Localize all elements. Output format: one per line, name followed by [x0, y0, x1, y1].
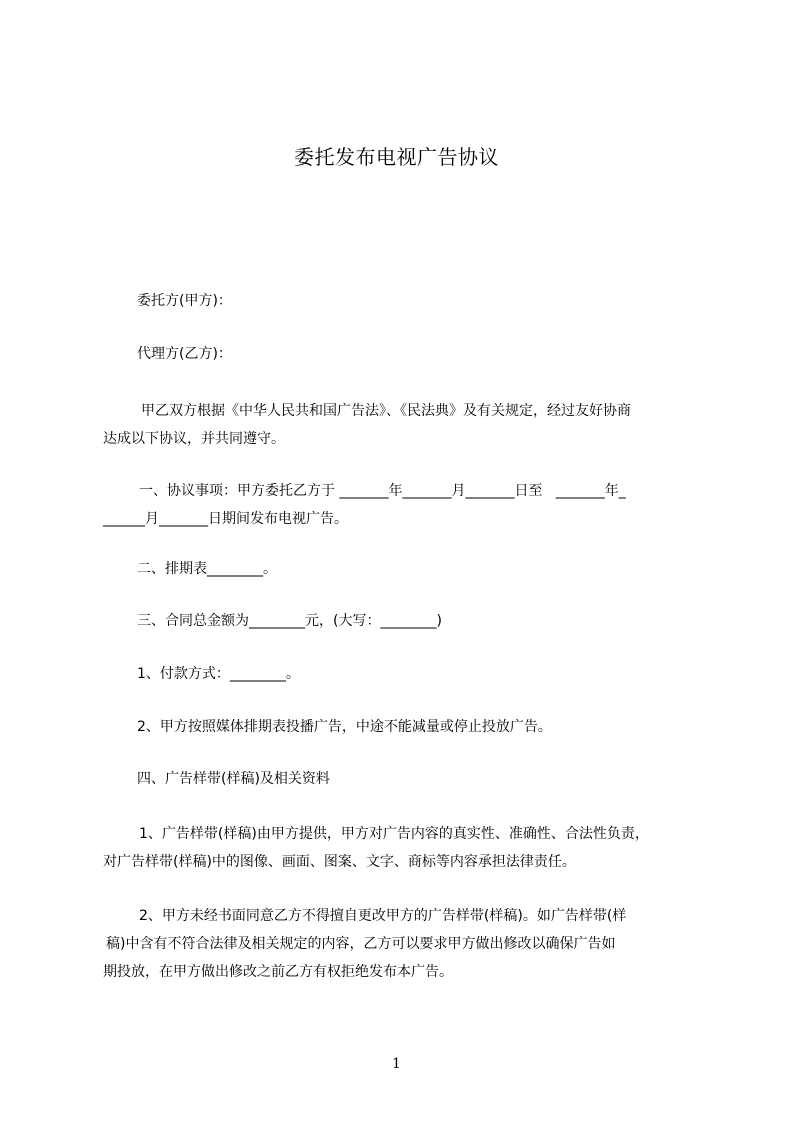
clause-2-text: 二、排期表________。 — [137, 561, 277, 577]
preamble-line-2: 达成以下协议，并共同遵守。 — [103, 431, 285, 447]
sample-provision-line-1: 1、广告样带(样稿)由甲方提供，甲方对广告内容的真实性、准确性、合法性负责， — [139, 826, 649, 842]
clause-4-heading-line — [137, 765, 737, 793]
broadcast-rule-line — [137, 713, 737, 741]
clause-4-heading-text: 四、广告样带(样稿)及相关资料 — [137, 771, 330, 787]
preamble-paragraph — [103, 397, 703, 453]
party-a-text: 委托方(甲方)： — [137, 293, 232, 309]
sample-provision-line-2: 对广告样带(样稿)中的图像、画面、图案、文字、商标等内容承担法律责任。 — [103, 854, 576, 870]
clause-3-text: 三、合同总金额为________元，(大写：________) — [137, 613, 442, 629]
clause-1-line-2: ______月_______日期间发布电视广告。 — [103, 511, 348, 527]
sample-modification-line-2: 稿)中含有不符合法律及相关规定的内容，乙方可以要求甲方做出修改以确保广告如 — [106, 936, 616, 952]
clause-3-line — [137, 607, 737, 635]
page-number: 1 — [392, 1056, 401, 1072]
preamble-line-1: 甲乙双方根据《中华人民共和国广告法》、《民法典》及有关规定，经过友好协商 — [141, 403, 631, 419]
party-a-line — [137, 287, 737, 315]
sample-modification-paragraph — [103, 902, 703, 986]
sample-provision-paragraph — [103, 820, 703, 876]
payment-method-text: 1、付款方式：________。 — [137, 666, 300, 682]
party-b-text: 代理方(乙方)： — [137, 346, 232, 362]
payment-method-line — [137, 660, 737, 688]
clause-2-line — [137, 555, 737, 583]
broadcast-rule-text: 2、甲方按照媒体排期表投播广告，中途不能减量或停止投放广告。 — [137, 719, 552, 735]
document-title: 委托发布电视广告协议 — [294, 145, 499, 169]
sample-modification-line-1: 2、甲方未经书面同意乙方不得擅自更改甲方的广告样带(样稿)。如广告样带(样 — [139, 908, 627, 924]
clause-1-paragraph — [103, 477, 703, 533]
clause-1-line-1: 一、协议事项：甲方委托乙方于 _______年_______月_______日至 _______年_ — [139, 483, 626, 499]
sample-modification-line-3: 期投放，在甲方做出修改之前乙方有权拒绝发布本广告。 — [103, 964, 453, 980]
party-b-line — [137, 340, 737, 368]
